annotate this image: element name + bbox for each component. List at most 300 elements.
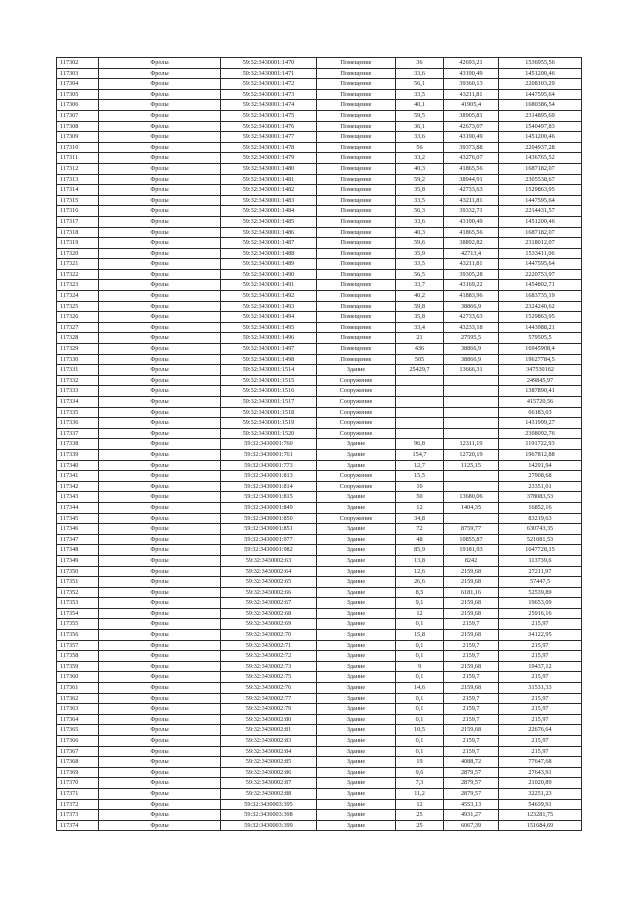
cell-area xyxy=(396,386,444,397)
cell-cadastral-number: 59:32:3430002:70 xyxy=(221,630,317,641)
cell-object-type: Здание xyxy=(317,778,396,789)
cell-id: 117350 xyxy=(57,566,99,577)
cell-area: 59,6 xyxy=(396,238,444,249)
cell-cadastral-number: 59:32:3430001:1471 xyxy=(221,68,317,79)
cell-id: 117308 xyxy=(57,121,99,132)
cell-cadastral-number: 59:32:3430001:982 xyxy=(221,545,317,556)
cell-id: 117319 xyxy=(57,238,99,249)
cell-cost-per-unit: 39332,71 xyxy=(444,206,499,217)
cell-object-type: Здание xyxy=(317,788,396,799)
cell-id: 117331 xyxy=(57,365,99,376)
cell-object-type: Сооружение xyxy=(317,375,396,386)
cell-object-type: Здание xyxy=(317,524,396,535)
cell-cost-per-unit: 39373,88 xyxy=(444,142,499,153)
cell-cadastral-number: 59:32:3430002:88 xyxy=(221,788,317,799)
cell-district: Фролы xyxy=(99,704,221,715)
table-row xyxy=(57,587,582,598)
cell-cadastral-number: 59:32:3430002:76 xyxy=(221,683,317,694)
cell-cadastral-value: 1443988,21 xyxy=(499,322,582,333)
cell-id: 117326 xyxy=(57,312,99,323)
cell-cost-per-unit: 2159,68 xyxy=(444,683,499,694)
cell-cadastral-value: 32251,23 xyxy=(499,788,582,799)
cell-area: 85,9 xyxy=(396,545,444,556)
cell-object-type: Здание xyxy=(317,492,396,503)
cell-cadastral-value: 1647728,15 xyxy=(499,545,582,556)
table-row xyxy=(57,386,582,397)
cell-object-type: Сооружение xyxy=(317,428,396,439)
cell-cadastral-value: 630743,35 xyxy=(499,524,582,535)
cell-object-type: Здание xyxy=(317,736,396,747)
cell-object-type: Здание xyxy=(317,757,396,768)
table-row xyxy=(57,428,582,439)
cell-district: Фролы xyxy=(99,799,221,810)
cell-id: 117310 xyxy=(57,142,99,153)
cell-district: Фролы xyxy=(99,767,221,778)
cell-area: 33,6 xyxy=(396,68,444,79)
cell-cadastral-number: 59:32:3430001:1491 xyxy=(221,280,317,291)
cell-cadastral-value: 1191722,93 xyxy=(499,439,582,450)
cell-cadastral-value: 16852,16 xyxy=(499,502,582,513)
cell-cadastral-value: 27908,68 xyxy=(499,471,582,482)
cell-object-type: Помещение xyxy=(317,216,396,227)
cell-cadastral-value: 77647,68 xyxy=(499,757,582,768)
table-row xyxy=(57,608,582,619)
cell-cadastral-value: 1533411,06 xyxy=(499,248,582,259)
cell-district: Фролы xyxy=(99,725,221,736)
cell-district: Фролы xyxy=(99,58,221,69)
cell-area: 9 xyxy=(396,661,444,672)
cell-cost-per-unit: 2159,68 xyxy=(444,577,499,588)
cell-object-type: Здание xyxy=(317,555,396,566)
cell-id: 117355 xyxy=(57,619,99,630)
cell-cadastral-number: 59:32:3430002:69 xyxy=(221,619,317,630)
cell-cadastral-number: 59:32:3430002:81 xyxy=(221,725,317,736)
cell-cost-per-unit: 2159,7 xyxy=(444,714,499,725)
cell-cadastral-value: 1447595,64 xyxy=(499,89,582,100)
cell-cadastral-value: 579505,5 xyxy=(499,333,582,344)
cell-object-type: Помещение xyxy=(317,344,396,355)
cell-cadastral-value: 1451200,46 xyxy=(499,132,582,143)
cell-district: Фролы xyxy=(99,344,221,355)
table-row xyxy=(57,269,582,280)
cell-cadastral-number: 59:32:3430001:760 xyxy=(221,439,317,450)
table-row xyxy=(57,248,582,259)
cell-object-type: Помещение xyxy=(317,185,396,196)
cell-object-type: Здание xyxy=(317,661,396,672)
cell-object-type: Здание xyxy=(317,725,396,736)
cell-id: 117309 xyxy=(57,132,99,143)
cell-area: 25429,7 xyxy=(396,365,444,376)
cell-object-type: Сооружение xyxy=(317,397,396,408)
cell-district: Фролы xyxy=(99,365,221,376)
cell-object-type: Помещение xyxy=(317,333,396,344)
cell-area: 35,9 xyxy=(396,248,444,259)
cell-id: 117321 xyxy=(57,259,99,270)
table-row xyxy=(57,598,582,609)
cell-cadastral-number: 59:32:3430002:79 xyxy=(221,704,317,715)
cell-district: Фролы xyxy=(99,566,221,577)
table-row xyxy=(57,100,582,111)
cell-id: 117311 xyxy=(57,153,99,164)
cell-cadastral-value: 1387890,41 xyxy=(499,386,582,397)
cell-cost-per-unit: 43211,81 xyxy=(444,195,499,206)
cell-area: 40,2 xyxy=(396,291,444,302)
cell-object-type: Здание xyxy=(317,577,396,588)
cell-cost-per-unit: 38905,81 xyxy=(444,110,499,121)
cell-area: 9,1 xyxy=(396,598,444,609)
cell-area: 436 xyxy=(396,344,444,355)
cell-district: Фролы xyxy=(99,248,221,259)
table-row xyxy=(57,280,582,291)
cell-district: Фролы xyxy=(99,736,221,747)
cell-id: 117349 xyxy=(57,555,99,566)
cell-district: Фролы xyxy=(99,471,221,482)
cell-district: Фролы xyxy=(99,132,221,143)
cell-district: Фролы xyxy=(99,407,221,418)
cell-district: Фролы xyxy=(99,89,221,100)
cell-area: 35,8 xyxy=(396,312,444,323)
cell-cadastral-number: 59:32:3430002:73 xyxy=(221,661,317,672)
cell-cadastral-number: 59:32:3430001:1514 xyxy=(221,365,317,376)
cell-cadastral-value: 1447595,64 xyxy=(499,259,582,270)
cell-id: 117341 xyxy=(57,471,99,482)
cell-cadastral-value: 27643,91 xyxy=(499,767,582,778)
cell-object-type: Помещение xyxy=(317,301,396,312)
cell-object-type: Здание xyxy=(317,365,396,376)
cell-area: 96,8 xyxy=(396,439,444,450)
cell-district: Фролы xyxy=(99,513,221,524)
cell-cadastral-number: 59:32:3430001:1477 xyxy=(221,132,317,143)
cell-id: 117353 xyxy=(57,598,99,609)
cell-cost-per-unit: 8242 xyxy=(444,555,499,566)
table-row xyxy=(57,407,582,418)
cell-id: 117352 xyxy=(57,587,99,598)
cell-area: 33,5 xyxy=(396,89,444,100)
table-row xyxy=(57,333,582,344)
cell-district: Фролы xyxy=(99,693,221,704)
cell-cadastral-number: 59:32:3430001:761 xyxy=(221,449,317,460)
cell-cadastral-number: 59:32:3430001:815 xyxy=(221,492,317,503)
cell-cadastral-value: 215,97 xyxy=(499,736,582,747)
cell-district: Фролы xyxy=(99,683,221,694)
table-row xyxy=(57,185,582,196)
cell-cost-per-unit: 13680,06 xyxy=(444,492,499,503)
cell-cadastral-number: 59:32:3430001:1496 xyxy=(221,333,317,344)
cell-cost-per-unit: 2159,68 xyxy=(444,630,499,641)
cell-id: 117322 xyxy=(57,269,99,280)
cell-cadastral-value: 215,97 xyxy=(499,651,582,662)
cell-area: 14,6 xyxy=(396,683,444,694)
cell-area: 13,8 xyxy=(396,555,444,566)
table-row xyxy=(57,757,582,768)
cell-cadastral-value: 123281,75 xyxy=(499,810,582,821)
cell-cadastral-value: 2214431,57 xyxy=(499,206,582,217)
cell-id: 117315 xyxy=(57,195,99,206)
cell-id: 117342 xyxy=(57,481,99,492)
cell-area: 25 xyxy=(396,820,444,831)
cell-cadastral-number: 59:32:3430001:813 xyxy=(221,471,317,482)
cell-district: Фролы xyxy=(99,142,221,153)
cell-area: 15,8 xyxy=(396,630,444,641)
cell-cadastral-value: 521081,53 xyxy=(499,534,582,545)
cell-cadastral-value: 2204937,28 xyxy=(499,142,582,153)
table-row xyxy=(57,693,582,704)
cell-cost-per-unit: 13666,31 xyxy=(444,365,499,376)
cell-district: Фролы xyxy=(99,79,221,90)
cell-cost-per-unit: 12720,19 xyxy=(444,449,499,460)
cell-object-type: Здание xyxy=(317,693,396,704)
cell-cadastral-value: 19437,12 xyxy=(499,661,582,672)
cell-cadastral-value: 19653,09 xyxy=(499,598,582,609)
cell-district: Фролы xyxy=(99,238,221,249)
cell-id: 117359 xyxy=(57,661,99,672)
cell-object-type: Здание xyxy=(317,683,396,694)
cell-district: Фролы xyxy=(99,397,221,408)
cell-cadastral-value: 1529863,95 xyxy=(499,312,582,323)
cell-cost-per-unit: 1125,15 xyxy=(444,460,499,471)
cell-cost-per-unit: 41883,96 xyxy=(444,291,499,302)
cell-id: 117333 xyxy=(57,386,99,397)
cell-cadastral-number: 59:32:3430001:1478 xyxy=(221,142,317,153)
table-row xyxy=(57,481,582,492)
cell-cadastral-value: 215,97 xyxy=(499,619,582,630)
cell-cost-per-unit: 42673,07 xyxy=(444,121,499,132)
cell-district: Фролы xyxy=(99,259,221,270)
cell-id: 117366 xyxy=(57,736,99,747)
cell-id: 117334 xyxy=(57,397,99,408)
cell-cost-per-unit xyxy=(444,418,499,429)
table-row xyxy=(57,163,582,174)
cell-cadastral-value: 215,97 xyxy=(499,704,582,715)
cell-id: 117302 xyxy=(57,58,99,69)
cell-area: 34,8 xyxy=(396,513,444,524)
cell-object-type: Здание xyxy=(317,587,396,598)
cell-object-type: Помещение xyxy=(317,153,396,164)
cell-cost-per-unit: 2159,7 xyxy=(444,651,499,662)
cell-area xyxy=(396,428,444,439)
cell-cadastral-value: 2208103,29 xyxy=(499,79,582,90)
cell-object-type: Сооружение xyxy=(317,386,396,397)
cell-cadastral-number: 59:32:3430001:1518 xyxy=(221,407,317,418)
cell-cadastral-number: 59:32:3430001:1475 xyxy=(221,110,317,121)
cell-cadastral-value: 347530162 xyxy=(499,365,582,376)
cell-cadastral-value: 151684,69 xyxy=(499,820,582,831)
cell-area: 0,1 xyxy=(396,746,444,757)
cell-area: 36,1 xyxy=(396,121,444,132)
cell-cadastral-value: 1540497,83 xyxy=(499,121,582,132)
cell-area: 33,6 xyxy=(396,216,444,227)
cell-district: Фролы xyxy=(99,439,221,450)
cell-area: 0,1 xyxy=(396,736,444,747)
cell-id: 117303 xyxy=(57,68,99,79)
cell-area: 40,3 xyxy=(396,227,444,238)
cell-object-type: Здание xyxy=(317,619,396,630)
cell-object-type: Помещение xyxy=(317,354,396,365)
cell-area: 59,2 xyxy=(396,174,444,185)
cell-object-type: Помещение xyxy=(317,174,396,185)
cell-cadastral-number: 59:32:3430003:398 xyxy=(221,810,317,821)
cell-cost-per-unit: 41905,4 xyxy=(444,100,499,111)
cell-district: Фролы xyxy=(99,206,221,217)
cell-cost-per-unit: 43190,49 xyxy=(444,216,499,227)
cell-cost-per-unit: 41865,56 xyxy=(444,163,499,174)
cell-object-type: Помещение xyxy=(317,121,396,132)
table-row xyxy=(57,216,582,227)
table-row xyxy=(57,439,582,450)
cell-object-type: Помещение xyxy=(317,132,396,143)
table-row xyxy=(57,524,582,535)
cell-cost-per-unit: 42693,21 xyxy=(444,58,499,69)
cell-id: 117371 xyxy=(57,788,99,799)
cell-cadastral-number: 59:32:3430001:1490 xyxy=(221,269,317,280)
cell-cadastral-number: 59:32:3430001:1517 xyxy=(221,397,317,408)
cell-area: 11,2 xyxy=(396,788,444,799)
cell-id: 117364 xyxy=(57,714,99,725)
cell-cadastral-number: 59:32:3430002:77 xyxy=(221,693,317,704)
cell-cadastral-number: 59:32:3430001:1474 xyxy=(221,100,317,111)
cell-id: 117318 xyxy=(57,227,99,238)
cell-district: Фролы xyxy=(99,227,221,238)
cell-area: 0,1 xyxy=(396,619,444,630)
cell-district: Фролы xyxy=(99,301,221,312)
table-row xyxy=(57,397,582,408)
cell-cadastral-value: 2220753,97 xyxy=(499,269,582,280)
cell-cadastral-number: 59:32:3430001:1479 xyxy=(221,153,317,164)
cell-district: Фролы xyxy=(99,492,221,503)
cell-cadastral-number: 59:32:3430001:1519 xyxy=(221,418,317,429)
cell-cadastral-value: 1447595,64 xyxy=(499,195,582,206)
cell-district: Фролы xyxy=(99,714,221,725)
cell-id: 117305 xyxy=(57,89,99,100)
cell-cadastral-value: 23351,01 xyxy=(499,481,582,492)
cell-id: 117351 xyxy=(57,577,99,588)
cell-cost-per-unit xyxy=(444,428,499,439)
cell-area: 15,5 xyxy=(396,471,444,482)
cell-area: 19 xyxy=(396,757,444,768)
cell-object-type: Здание xyxy=(317,672,396,683)
cell-cadastral-value: 113739,6 xyxy=(499,555,582,566)
cell-cadastral-value: 83219,63 xyxy=(499,513,582,524)
cell-cadastral-value: 34122,95 xyxy=(499,630,582,641)
cell-district: Фролы xyxy=(99,110,221,121)
cell-cadastral-number: 59:32:3430002:87 xyxy=(221,778,317,789)
cell-object-type: Сооружение xyxy=(317,513,396,524)
cell-cadastral-value: 2305538,67 xyxy=(499,174,582,185)
cell-cadastral-number: 59:32:3430001:1489 xyxy=(221,259,317,270)
cell-cadastral-number: 59:32:3430001:850 xyxy=(221,513,317,524)
cell-id: 117348 xyxy=(57,545,99,556)
cell-cadastral-number: 59:32:3430002:67 xyxy=(221,598,317,609)
table-row xyxy=(57,651,582,662)
cell-cost-per-unit xyxy=(444,481,499,492)
table-row xyxy=(57,344,582,355)
cell-district: Фролы xyxy=(99,481,221,492)
cell-id: 117345 xyxy=(57,513,99,524)
cell-id: 117368 xyxy=(57,757,99,768)
cell-cadastral-number: 59:32:3430002:63 xyxy=(221,555,317,566)
cell-cadastral-number: 59:32:3430001:1482 xyxy=(221,185,317,196)
cell-cadastral-number: 59:32:3430001:1515 xyxy=(221,375,317,386)
cell-cadastral-value: 2314895,69 xyxy=(499,110,582,121)
cell-cadastral-value: 1431999,27 xyxy=(499,418,582,429)
cell-cadastral-number: 59:32:3430001:814 xyxy=(221,481,317,492)
cell-cost-per-unit: 2879,57 xyxy=(444,778,499,789)
cell-cadastral-number: 59:32:3430002:85 xyxy=(221,757,317,768)
cell-area: 33,5 xyxy=(396,259,444,270)
cell-cadastral-number: 59:32:3430002:65 xyxy=(221,577,317,588)
cell-object-type: Помещение xyxy=(317,58,396,69)
cell-cost-per-unit: 2159,68 xyxy=(444,725,499,736)
cell-district: Фролы xyxy=(99,174,221,185)
cell-district: Фролы xyxy=(99,640,221,651)
cell-cost-per-unit xyxy=(444,386,499,397)
cell-id: 117344 xyxy=(57,502,99,513)
table-row xyxy=(57,195,582,206)
cell-cost-per-unit: 2159,68 xyxy=(444,608,499,619)
cell-cadastral-value: 54639,91 xyxy=(499,799,582,810)
cell-district: Фролы xyxy=(99,375,221,386)
cell-area: 33,6 xyxy=(396,132,444,143)
cell-cost-per-unit: 2159,7 xyxy=(444,746,499,757)
cell-cadastral-number: 59:32:3430001:1492 xyxy=(221,291,317,302)
cell-area: 10,5 xyxy=(396,725,444,736)
cell-object-type: Здание xyxy=(317,534,396,545)
cell-district: Фролы xyxy=(99,661,221,672)
cell-id: 117340 xyxy=(57,460,99,471)
cell-id: 117370 xyxy=(57,778,99,789)
cell-cadastral-number: 59:32:3430002:80 xyxy=(221,714,317,725)
cell-cost-per-unit: 43190,49 xyxy=(444,132,499,143)
cell-cadastral-value: 1687182,07 xyxy=(499,163,582,174)
table-row xyxy=(57,566,582,577)
cell-area: 154,7 xyxy=(396,449,444,460)
cell-cadastral-number: 59:32:3430002:84 xyxy=(221,746,317,757)
cell-id: 117325 xyxy=(57,301,99,312)
table-row xyxy=(57,121,582,132)
table-row xyxy=(57,672,582,683)
table-row xyxy=(57,513,582,524)
cell-id: 117358 xyxy=(57,651,99,662)
cell-id: 117367 xyxy=(57,746,99,757)
cell-cadastral-value: 14291,94 xyxy=(499,460,582,471)
cell-object-type: Здание xyxy=(317,502,396,513)
cell-area: 505 xyxy=(396,354,444,365)
cell-cost-per-unit: 38944,91 xyxy=(444,174,499,185)
cell-object-type: Здание xyxy=(317,545,396,556)
table-row xyxy=(57,492,582,503)
cell-area: 33,7 xyxy=(396,280,444,291)
cell-area: 12,6 xyxy=(396,566,444,577)
cell-area: 0,1 xyxy=(396,672,444,683)
cell-id: 117312 xyxy=(57,163,99,174)
cell-cadastral-number: 59:32:3430002:71 xyxy=(221,640,317,651)
cell-cadastral-value: 2308092,76 xyxy=(499,428,582,439)
cell-cost-per-unit: 2159,7 xyxy=(444,693,499,704)
cell-object-type: Помещение xyxy=(317,142,396,153)
cell-cadastral-value: 27211,97 xyxy=(499,566,582,577)
cell-district: Фролы xyxy=(99,651,221,662)
cell-district: Фролы xyxy=(99,820,221,831)
cell-cadastral-number: 59:32:3430003:399 xyxy=(221,820,317,831)
cell-object-type: Помещение xyxy=(317,68,396,79)
cell-district: Фролы xyxy=(99,598,221,609)
cell-object-type: Сооружение xyxy=(317,481,396,492)
cell-id: 117343 xyxy=(57,492,99,503)
cell-district: Фролы xyxy=(99,354,221,365)
cell-id: 117335 xyxy=(57,407,99,418)
table-row xyxy=(57,767,582,778)
cell-id: 117374 xyxy=(57,820,99,831)
